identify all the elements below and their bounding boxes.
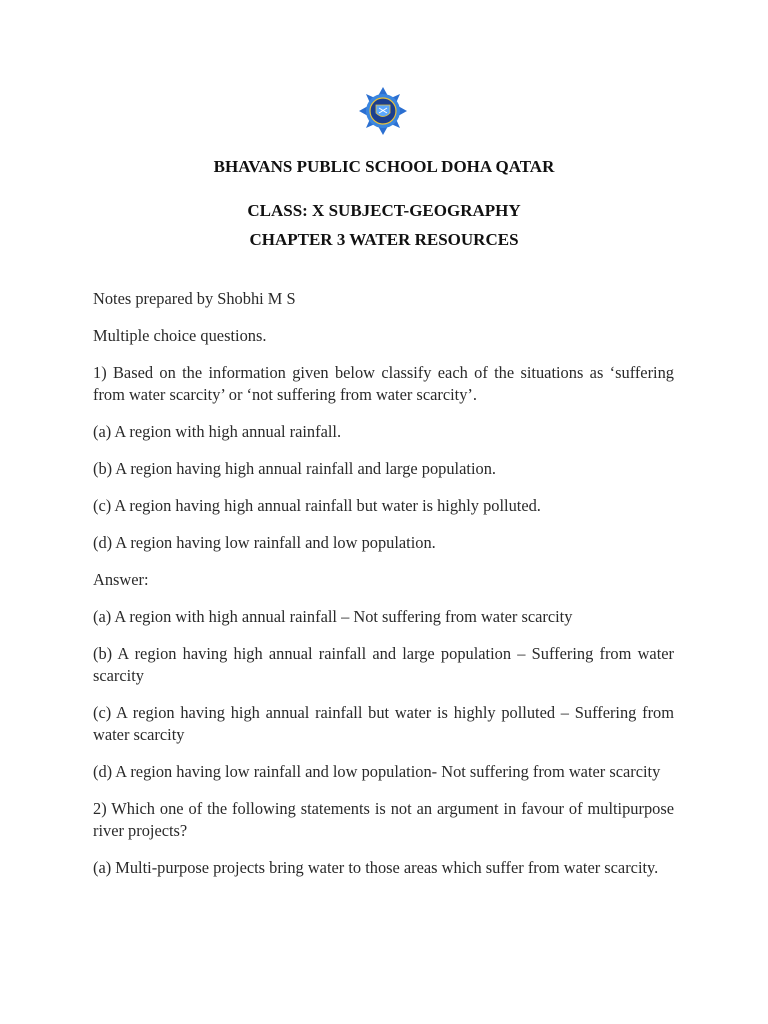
question-2-option-a: (a) Multi-purpose projects bring water to those areas which suffer from water scarcity. [93,858,659,877]
question-1-option-a: (a) A region with high annual rainfall. [93,422,342,441]
answer-d: (d) A region having low rainfall and low population- Not suffering from water scarcity [93,762,661,781]
class-subject: CLASS: X SUBJECT-GEOGRAPHY [247,201,521,220]
document-body [93,288,674,894]
question-2: 2) Which one of the following statements is not an argument in favour of multipurpose river projects? [93,799,674,840]
question-1-option-d: (d) A region having low rainfall and low population. [93,533,436,552]
answer-b: (b) A region having high annual rainfall and large population – Suffering from water scarcity [93,644,674,685]
question-1: 1) Based on the information given below classify each of the situations as ‘suffering from water scarcity’ or ‘not suffering from water scarcity’. [93,363,674,404]
school-name: BHAVANS PUBLIC SCHOOL DOHA QATAR [213,157,555,176]
author-note: Notes prepared by Shobhi M S [93,289,296,308]
answer-c: (c) A region having high annual rainfall but water is highly polluted – Suffering from water scarcity [93,703,674,744]
answer-label: Answer: [93,570,149,589]
question-1-option-b: (b) A region having high annual rainfall and large population. [93,459,496,478]
school-emblem-icon [358,86,408,136]
chapter-title: CHAPTER 3 WATER RESOURCES [249,230,519,249]
answer-a: (a) A region with high annual rainfall – Not suffering from water scarcity [93,607,573,626]
question-1-option-c: (c) A region having high annual rainfall but water is highly polluted. [93,496,541,515]
section-heading: Multiple choice questions. [93,326,267,345]
